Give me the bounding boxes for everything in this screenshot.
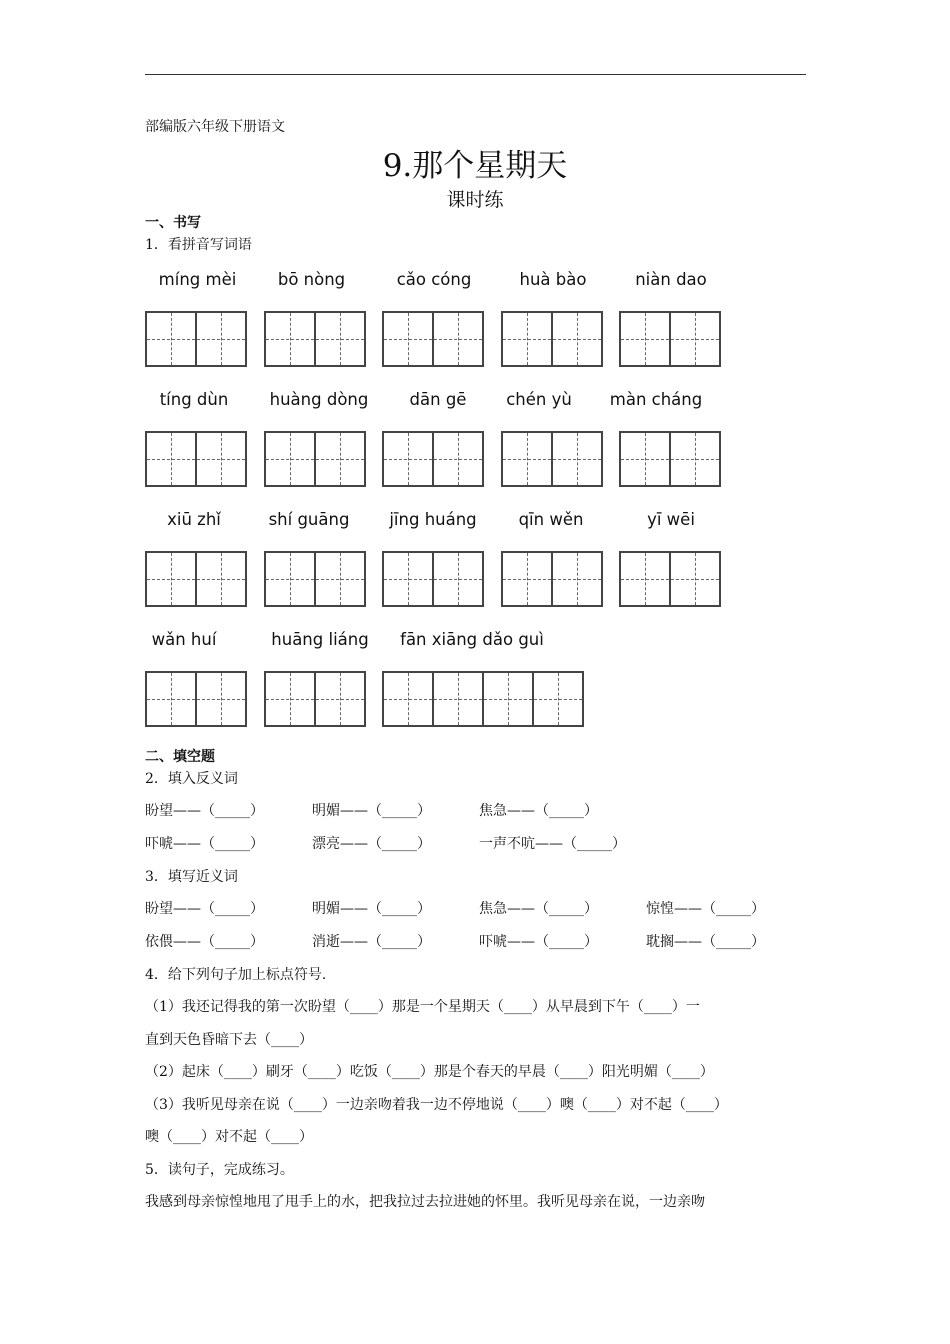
synonym-item[interactable]: 依偎——（_____）: [145, 934, 264, 950]
pinyin-label: huàng dòng: [269, 390, 369, 409]
writing-grid[interactable]: [501, 311, 601, 367]
pinyin-label: chén yù: [506, 390, 572, 409]
synonym-item[interactable]: 盼望——（_____）: [145, 901, 264, 917]
writing-grid-4char[interactable]: [382, 671, 582, 727]
pinyin-label: huà bào: [519, 270, 587, 289]
question-2-label: 2．填入反义词: [145, 771, 238, 787]
writing-grid[interactable]: [382, 311, 482, 367]
antonym-item[interactable]: 焦急——（_____）: [479, 803, 598, 819]
page-subtitle: 课时练: [446, 189, 504, 211]
pinyin-label: jīng huáng: [389, 510, 477, 529]
writing-grid[interactable]: [501, 431, 601, 487]
pinyin-label: dān gē: [409, 390, 467, 409]
writing-grid[interactable]: [264, 431, 364, 487]
pinyin-label: qīn wěn: [518, 510, 584, 529]
top-rule: [145, 74, 806, 75]
writing-grid[interactable]: [619, 551, 719, 607]
writing-grid[interactable]: [619, 311, 719, 367]
writing-grid[interactable]: [264, 311, 364, 367]
antonym-item[interactable]: 吓唬——（_____）: [145, 836, 264, 852]
writing-grid[interactable]: [501, 551, 601, 607]
punctuation-sentence[interactable]: （2）起床（____）刷牙（____）吃饭（____）那是个春天的早晨（____）阳光明媚（____）: [145, 1064, 714, 1080]
pinyin-label: bō nòng: [277, 270, 346, 289]
writing-grid[interactable]: [619, 431, 719, 487]
punctuation-sentence[interactable]: 直到天色昏暗下去（____）: [145, 1032, 313, 1048]
punctuation-sentence[interactable]: （1）我还记得我的第一次盼望（____）那是一个星期天（____）从早晨到下午（____）一: [145, 999, 700, 1015]
writing-grid[interactable]: [145, 311, 245, 367]
synonym-item[interactable]: 吓唬——（_____）: [479, 934, 598, 950]
antonym-item[interactable]: 盼望——（_____）: [145, 803, 264, 819]
pinyin-label: yī wēi: [647, 510, 695, 529]
antonym-item[interactable]: 明媚——（_____）: [312, 803, 431, 819]
pinyin-label: wǎn huí: [151, 630, 217, 649]
subject-label: 部编版六年级下册语文: [145, 119, 285, 135]
antonym-item[interactable]: 漂亮——（_____）: [312, 836, 431, 852]
pinyin-label: màn cháng: [609, 390, 703, 409]
pinyin-label: tíng dùn: [159, 390, 229, 409]
writing-grid[interactable]: [145, 671, 245, 727]
synonym-item[interactable]: 焦急——（_____）: [479, 901, 598, 917]
punctuation-sentence[interactable]: 噢（____）对不起（____）: [145, 1129, 313, 1145]
writing-grid[interactable]: [145, 551, 245, 607]
writing-grid[interactable]: [264, 671, 364, 727]
question-5-label: 5．读句子，完成练习。: [145, 1162, 294, 1178]
pinyin-label: cǎo cóng: [396, 270, 472, 289]
antonym-item[interactable]: 一声不吭——（_____）: [479, 836, 626, 852]
pinyin-label: xiū zhǐ: [167, 510, 221, 529]
section-heading-fill: 二、填空题: [145, 749, 215, 765]
writing-grid[interactable]: [264, 551, 364, 607]
pinyin-label: huāng liáng: [271, 630, 369, 649]
synonym-item[interactable]: 消逝——（_____）: [312, 934, 431, 950]
writing-grid[interactable]: [382, 551, 482, 607]
question-4-label: 4．给下列句子加上标点符号.: [145, 967, 327, 983]
synonym-item[interactable]: 明媚——（_____）: [312, 901, 431, 917]
section-heading-writing: 一、书写: [145, 215, 201, 231]
pinyin-label: shí guāng: [268, 510, 350, 529]
writing-grid[interactable]: [145, 431, 245, 487]
synonym-item[interactable]: 惊惶——（_____）: [646, 901, 765, 917]
punctuation-sentence[interactable]: （3）我听见母亲在说（____）一边亲吻着我一边不停地说（____）噢（____）对不起（____）: [145, 1097, 728, 1113]
synonym-item[interactable]: 耽搁——（_____）: [646, 934, 765, 950]
pinyin-label: fān xiāng dǎo guì: [400, 630, 544, 649]
question-3-label: 3．填写近义词: [145, 869, 238, 885]
question-1-label: 1．看拼音写词语: [145, 237, 252, 253]
pinyin-label: míng mèi: [158, 270, 237, 289]
reading-passage: 我感到母亲惊惶地甩了甩手上的水，把我拉过去拉进她的怀里。我听见母亲在说，一边亲吻: [145, 1194, 705, 1210]
page-title: 9.那个星期天: [382, 148, 568, 184]
pinyin-label: niàn dao: [635, 270, 707, 289]
writing-grid[interactable]: [382, 431, 482, 487]
